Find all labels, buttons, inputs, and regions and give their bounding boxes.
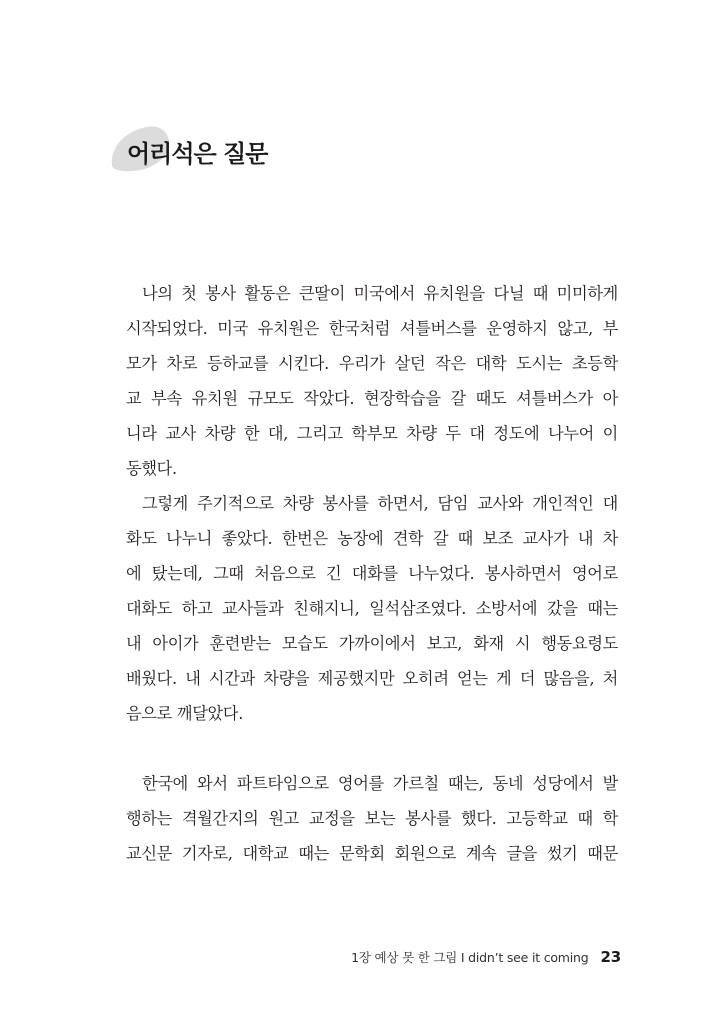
text-line: 모가 차로 등하교를 시킨다. 우리가 살던 작은 대학 도시는 초등학 [126, 354, 618, 373]
text-line: 나의 첫 봉사 활동은 큰딸이 미국에서 유치원을 다닐 때 미미하게 [142, 284, 618, 303]
body-text [126, 276, 618, 871]
text-line: 내 아이가 훈련받는 모습도 가까이에서 보고, 화재 시 행동요령도 [126, 634, 618, 653]
text-line: 시작되었다. 미국 유치원은 한국처럼 셔틀버스를 운영하지 않고, 부 [126, 319, 618, 338]
text-line: 행하는 격월간지의 원고 교정을 보는 봉사를 했다. 고등학교 때 학 [126, 809, 618, 828]
text-line: 화도 나누니 좋았다. 한번은 농장에 견학 갈 때 보조 교사가 내 차 [126, 529, 618, 548]
text-line: 에 탔는데, 그때 처음으로 긴 대화를 나누었다. 봉사하면서 영어로 [126, 564, 618, 583]
text-line: 배웠다. 내 시간과 차량을 제공했지만 오히려 얻는 게 더 많음을, 처 [126, 669, 618, 688]
text-line: 니라 교사 차량 한 대, 그리고 학부모 차량 두 대 정도에 나누어 이 [126, 424, 618, 443]
text-line: 그렇게 주기적으로 차량 봉사를 하면서, 담임 교사와 개인적인 대 [142, 494, 618, 513]
page-footer [351, 948, 621, 966]
text-line: 한국에 와서 파트타임으로 영어를 가르칠 때는, 동네 성당에서 발 [142, 774, 618, 793]
paragraph-gap [126, 731, 618, 766]
text-line: 교 부속 유치원 규모도 작았다. 현장학습을 갈 때도 셔틀버스가 아 [126, 389, 618, 408]
page-number: 23 [600, 948, 621, 966]
text-line: 대화도 하고 교사들과 친해지니, 일석삼조였다. 소방서에 갔을 때는 [126, 599, 618, 618]
text-line: 음으로 깨달았다. [126, 704, 244, 723]
text-line: 동했다. [126, 459, 177, 478]
running-head: 1장 예상 못 한 그림 I didn’t see it coming [351, 950, 589, 965]
chapter-title: 어리석은 질문 [127, 140, 268, 168]
text-line: 교신문 기자로, 대학교 때는 문학회 회원으로 계속 글을 썼기 때문 [126, 844, 618, 863]
